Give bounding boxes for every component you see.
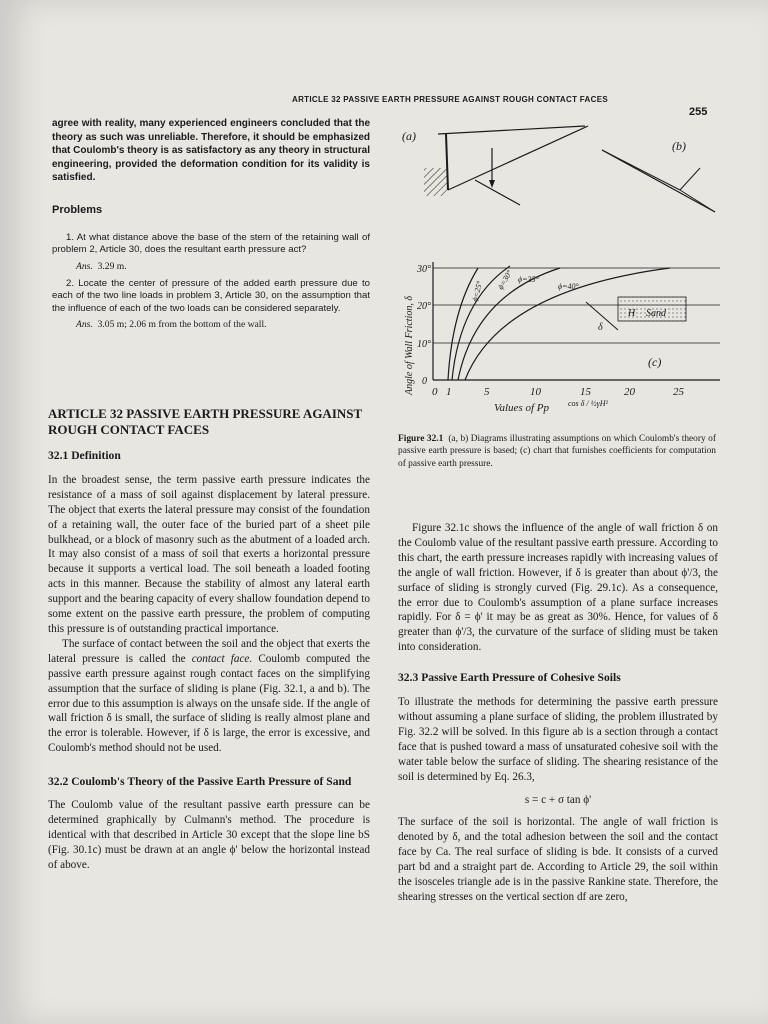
problem-1: 1. At what distance above the base of the stem of the retaining wall of problem 2, Article 30, does the resultant earth pressure act? bbox=[52, 231, 370, 256]
y-tick: 20° bbox=[417, 301, 431, 312]
figure-caption bbox=[398, 433, 716, 470]
running-header: ARTICLE 32 PASSIVE EARTH PRESSURE AGAINST ROUGH CONTACT FACES bbox=[292, 95, 608, 104]
label-c: (c) bbox=[648, 355, 662, 369]
x-tick-labels bbox=[432, 386, 685, 398]
page-number: 255 bbox=[689, 106, 708, 118]
x-tick: 25 bbox=[673, 386, 684, 398]
section-32-1-heading: 32.1 Definition bbox=[48, 449, 121, 462]
h-label: H bbox=[628, 308, 636, 319]
delta-label: δ bbox=[598, 322, 603, 333]
y-tick: 30° bbox=[417, 264, 431, 275]
x-axis-fraction: cos δ / ½γH² bbox=[568, 399, 608, 408]
coulomb-paragraph: The Coulomb value of the resultant passive earth pressure can be determined graphically by Culmann's method. The procedure is identical with that described in Article 30 except that the slope line bS (Fig. 30.1c) must be drawn at an angle ϕ' below the horizontal instead of above. bbox=[48, 799, 370, 871]
curve-label: ϕ=30° bbox=[495, 268, 515, 291]
intro-paragraph: agree with reality, many experienced engineers concluded that the theory as such was unreliable. Therefore, it should be emphasized that Coulomb's theory is as satisfactory as any theory in structural engineering, provided the deformation condition for its validity is satisfied. bbox=[52, 118, 370, 184]
y-tick: 10° bbox=[417, 339, 431, 350]
x-tick: 10 bbox=[530, 386, 541, 398]
weight-arrowhead bbox=[489, 180, 495, 188]
sand-label: Sand bbox=[646, 308, 666, 319]
emphasis-term: contact face. bbox=[191, 652, 253, 665]
answer-value: 3.29 m. bbox=[97, 261, 127, 273]
right-paragraph-1: Figure 32.1c shows the influence of the angle of wall friction δ on the Coulomb value of the resultant passive earth pressure. According to this chart, the earth pressure increases rapidly with increasing values of the angle of wall friction. However, if δ is greater than about ϕ'/3, the surface of sliding is strongly curved (Fig. 29.1c). As a consequence, the error due to Coulomb's assumption of a plane surface increases rapidly. For δ = ϕ' it may be as great as 30%. Hence, for values of δ greater than ϕ'/3, the curvature of the surface of sliding must be taken into consideration. bbox=[398, 522, 718, 654]
problems-heading: Problems bbox=[52, 203, 103, 216]
label-b: (b) bbox=[672, 139, 686, 153]
answer-value: 3.05 m; 2.06 m from the bottom of the wall. bbox=[97, 319, 267, 331]
curve-label: ϕ=35° bbox=[518, 275, 539, 284]
y-axis-label: Angle of Wall Friction, δ bbox=[404, 296, 415, 395]
y-tick: 0 bbox=[422, 376, 427, 387]
right-paragraph-3: The surface of the soil is horizontal. The angle of wall friction is denoted by δ, and the total adhesion between the soil and the contact face by Ca. The real surface of sliding is bde. It consists of a curved part bd and a straight part de. According to Article 29, the soil within the isosceles triangle ade is in the passive Rankine state. Therefore, the shearing stresses on the vertical section df are zero, bbox=[398, 816, 718, 903]
right-paragraph-2: To illustrate the methods for determining the passive earth pressure without assuming a plane surface of sliding, the problem illustrated by Fig. 32.2 will be solved. In this figure ab is a section through a contact face that is pushed toward a mass of unsaturated cohesive soil with the water table below the surface of sliding. The shearing resistance of the soil is determined by Eq. 26.3, bbox=[398, 696, 718, 783]
answer-label: Ans. bbox=[76, 261, 93, 273]
curve-label: ϕ=40° bbox=[558, 282, 579, 291]
x-tick: 15 bbox=[580, 386, 591, 398]
wall-hatch bbox=[424, 168, 448, 196]
problem-2: 2. Locate the center of pressure of the added earth pressure due to each of the two line loads in problem 3, Article 30, on the assumption that the influence of each of the two loads can be considered separately. bbox=[52, 277, 370, 314]
equation: s = c + σ tan ϕ' bbox=[524, 793, 592, 806]
answer-label: Ans. bbox=[76, 319, 93, 331]
x-tick: 20 bbox=[624, 386, 635, 398]
sliding-plane bbox=[448, 126, 588, 190]
text-run: Coulomb computed the passive earth pressure against rough contact faces on the simplifying assumption that the surface of sliding is plane (Fig. 32.1, a and b). The error due to this assumption is always on the unsafe side. If the angle of wall friction δ is small, the surface of sliding is really almost plane and the error is tolerable. However, if δ is large, the error is excessive, and Coulomb's method should not be used. bbox=[48, 652, 371, 755]
force-f1 bbox=[475, 180, 520, 205]
caption-label: Figure 32.1 bbox=[398, 434, 444, 444]
x-axis-label: Values of Pp bbox=[494, 402, 549, 414]
x-tick: 0 bbox=[432, 386, 438, 398]
caption-text: (a, b) Diagrams illustrating assumptions on which Coulomb's theory of passive earth pressure is based; (c) chart that furnishes coefficients for computation of passive earth pressure. bbox=[398, 434, 716, 469]
right-column bbox=[398, 521, 718, 905]
definition-paragraph-1: In the broadest sense, the term passive earth pressure indicates the resistance of a mass of soil against displacement by lateral pressure. The object that exerts the lateral pressure may consist of the foundation of a retaining wall, the outer face of the buried part of a sheet pile bulkhead, or a block of masonry such as the abutment of a loaded arch. It may also consist of a mass of soil that exerts a horizontal pressure because it supports a vertical load. The soil beneath a loaded footing acts in this manner. Because the stability of almost any lateral earth support and the bearing capacity of every shallow foundation depend to some extent on the passive earth pressure, the problem of computing this pressure is of outstanding practical importance. bbox=[48, 473, 370, 635]
polygon-side-3 bbox=[680, 190, 715, 212]
x-tick: 1 bbox=[446, 386, 452, 398]
ground-line bbox=[438, 126, 585, 134]
text-run: The surface of contact between the soil and the object that exerts the lateral pressure is called the bbox=[48, 637, 370, 665]
article-heading: ARTICLE 32 PASSIVE EARTH PRESSURE AGAINST ROUGH CONTACT FACES bbox=[48, 406, 362, 437]
y-tick-labels bbox=[416, 264, 431, 387]
polygon-side-1 bbox=[602, 150, 715, 212]
label-a: (a) bbox=[402, 129, 416, 143]
polygon-side-4 bbox=[680, 168, 700, 190]
section-32-3-heading: 32.3 Passive Earth Pressure of Cohesive Soils bbox=[398, 671, 621, 685]
curve-label: ϕ=25° bbox=[470, 280, 485, 303]
x-tick: 5 bbox=[484, 386, 490, 398]
section-32-2-heading: 32.2 Coulomb's Theory of the Passive Earth Pressure of Sand bbox=[48, 775, 352, 789]
polygon-side-2 bbox=[602, 150, 680, 190]
